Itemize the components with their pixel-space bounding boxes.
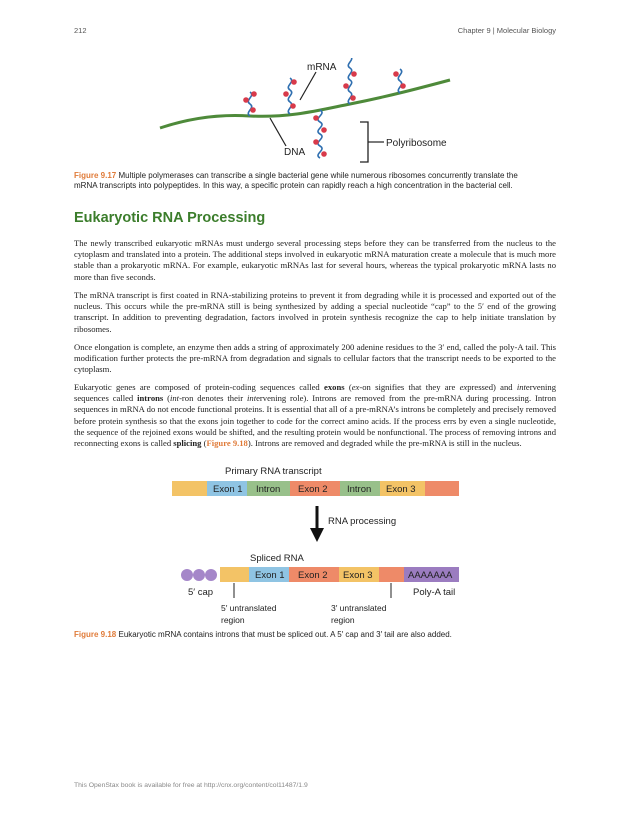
cap-label: 5′ cap xyxy=(188,587,214,598)
mrna-strand xyxy=(398,69,401,93)
segment-label: Exon 3 xyxy=(386,484,416,495)
segment-label: Intron xyxy=(347,484,372,495)
segment-label: Exon 1 xyxy=(213,484,243,495)
ribosome xyxy=(393,71,399,77)
figure-9-17-caption xyxy=(74,171,529,191)
page-number: 212 xyxy=(74,26,87,35)
utr3-label-2: region xyxy=(331,615,355,625)
ribosome xyxy=(291,79,297,85)
figure-number: Figure 9.18 xyxy=(74,630,117,639)
utr5-label: 5′ untranslated xyxy=(221,603,277,613)
caption-text: Eukaryotic mRNA contains introns that must be spliced out. A 5′ cap and 3′ tail are also added. xyxy=(118,630,452,639)
chapter-title: Chapter 9 | Molecular Biology xyxy=(457,26,556,35)
poly-a-tail-label: Poly-A tail xyxy=(413,587,456,598)
dna-label: DNA xyxy=(284,147,306,158)
segment-label: Exon 2 xyxy=(298,484,328,495)
ribosome xyxy=(283,91,289,97)
paragraph-2: The mRNA transcript is first coated in RNA-stabilizing proteins to prevent it from degrading while it is processed and exported out of the nucleus. This occurs while the pre-mRNA still is being synthesized by adding a special nucleotide “cap” to the 5′ end of the growing transcript. In addition to preventing degradation, factors involved in protein synthesis recognize the cap to help initiate translation by ribosomes. xyxy=(74,290,556,334)
segment-label: Intron xyxy=(256,484,281,495)
ribosome xyxy=(313,139,319,145)
ribosome xyxy=(350,95,356,101)
mrna-strand xyxy=(288,78,291,114)
paragraph-4: Eukaryotic genes are composed of protein-coding sequences called exons (ex-on signifies that they are expressed) and intervening sequences called introns (int-ron denotes their intervening role). Introns are removed from the pre-mRNA during processing. Intron sequences in mRNA do not encode functional proteins. It is essential that all of a pre-mRNA’s introns be completely and precisely removed before protein synthesis so that the exons join together to code for the correct amino acids. If the process errs by even a single nucleotide, the sequence of the rejoined exons would be shifted, and the resulting protein would be nonfunctional. The process of removing introns and reconnecting exons is called splicing (Figure 9.18). Introns are removed and degraded while the pre-mRNA is still in the nucleus. xyxy=(74,382,557,449)
spliced-rna-title: Spliced RNA xyxy=(250,553,304,564)
ribosome xyxy=(321,151,327,157)
figure-number: Figure 9.17 xyxy=(74,171,117,180)
cap-bead xyxy=(193,569,205,581)
primary-utr3 xyxy=(425,481,459,496)
mrna-label: mRNA xyxy=(307,62,337,73)
ribosome xyxy=(290,103,296,109)
page-footer: This OpenStax book is available for free at http://cnx.org/content/col11487/1.9 xyxy=(74,782,308,789)
utr3-label: 3′ untranslated xyxy=(331,603,387,613)
dna-strand xyxy=(160,80,450,128)
processing-arrow xyxy=(310,528,324,542)
ribosome xyxy=(321,127,327,133)
primary-utr5 xyxy=(172,481,207,496)
cap-bead xyxy=(205,569,217,581)
figure-9-18-caption xyxy=(74,630,529,640)
poly-a-sequence: AAAAAAA xyxy=(408,570,453,581)
ribosome xyxy=(351,71,357,77)
spliced-utr3 xyxy=(379,567,404,582)
mrna-strand xyxy=(248,92,251,116)
ribosome xyxy=(343,83,349,89)
rna-processing-label: RNA processing xyxy=(328,516,397,527)
primary-transcript-title: Primary RNA transcript xyxy=(225,466,322,477)
ribosome xyxy=(251,91,257,97)
ribosome xyxy=(243,97,249,103)
ribosome xyxy=(400,83,406,89)
utr5-label-2: region xyxy=(221,615,245,625)
figure-9-17-polyribosome-diagram xyxy=(150,58,480,168)
paragraph-3: Once elongation is complete, an enzyme then adds a string of approximately 200 adenine residues to the 3′ end, called the poly-A tail. This modification further protects the pre-mRNA from degradation and signals to cellular factors that the transcript needs to be exported to the cytoplasm. xyxy=(74,342,556,375)
figure-9-18-link[interactable]: Figure 9.18 xyxy=(206,438,248,449)
cap-bead xyxy=(181,569,193,581)
caption-text: Multiple polymerases can transcribe a single bacterial gene while numerous ribosomes concurrently translate the mRNA transcripts into polypeptides. In this way, a specific protein can rapidly reach a high concentration in the bacterial cell. xyxy=(74,171,518,190)
ribosome xyxy=(313,115,319,121)
polyribosome-label: Polyribosome xyxy=(386,138,447,149)
paragraph-1: The newly transcribed eukaryotic mRNAs must undergo several processing steps before they can be transferred from the nucleus to the cytoplasm and translated into a protein. The additional steps involved in eukaryotic mRNA maturation create a molecule that is much more stable than a prokaryotic mRNA. For example, eukaryotic mRNAs last for several hours, whereas the typical prokaryotic mRNA lasts no more than five seconds. xyxy=(74,238,556,282)
page-header xyxy=(74,26,556,38)
segment-label: Exon 1 xyxy=(255,570,285,581)
ribosome xyxy=(250,107,256,113)
section-heading: Eukaryotic RNA Processing xyxy=(74,210,266,226)
segment-label: Exon 2 xyxy=(298,570,328,581)
segment-label: Exon 3 xyxy=(343,570,373,581)
figure-9-18-splicing-diagram xyxy=(168,458,468,628)
spliced-utr5 xyxy=(220,567,249,582)
